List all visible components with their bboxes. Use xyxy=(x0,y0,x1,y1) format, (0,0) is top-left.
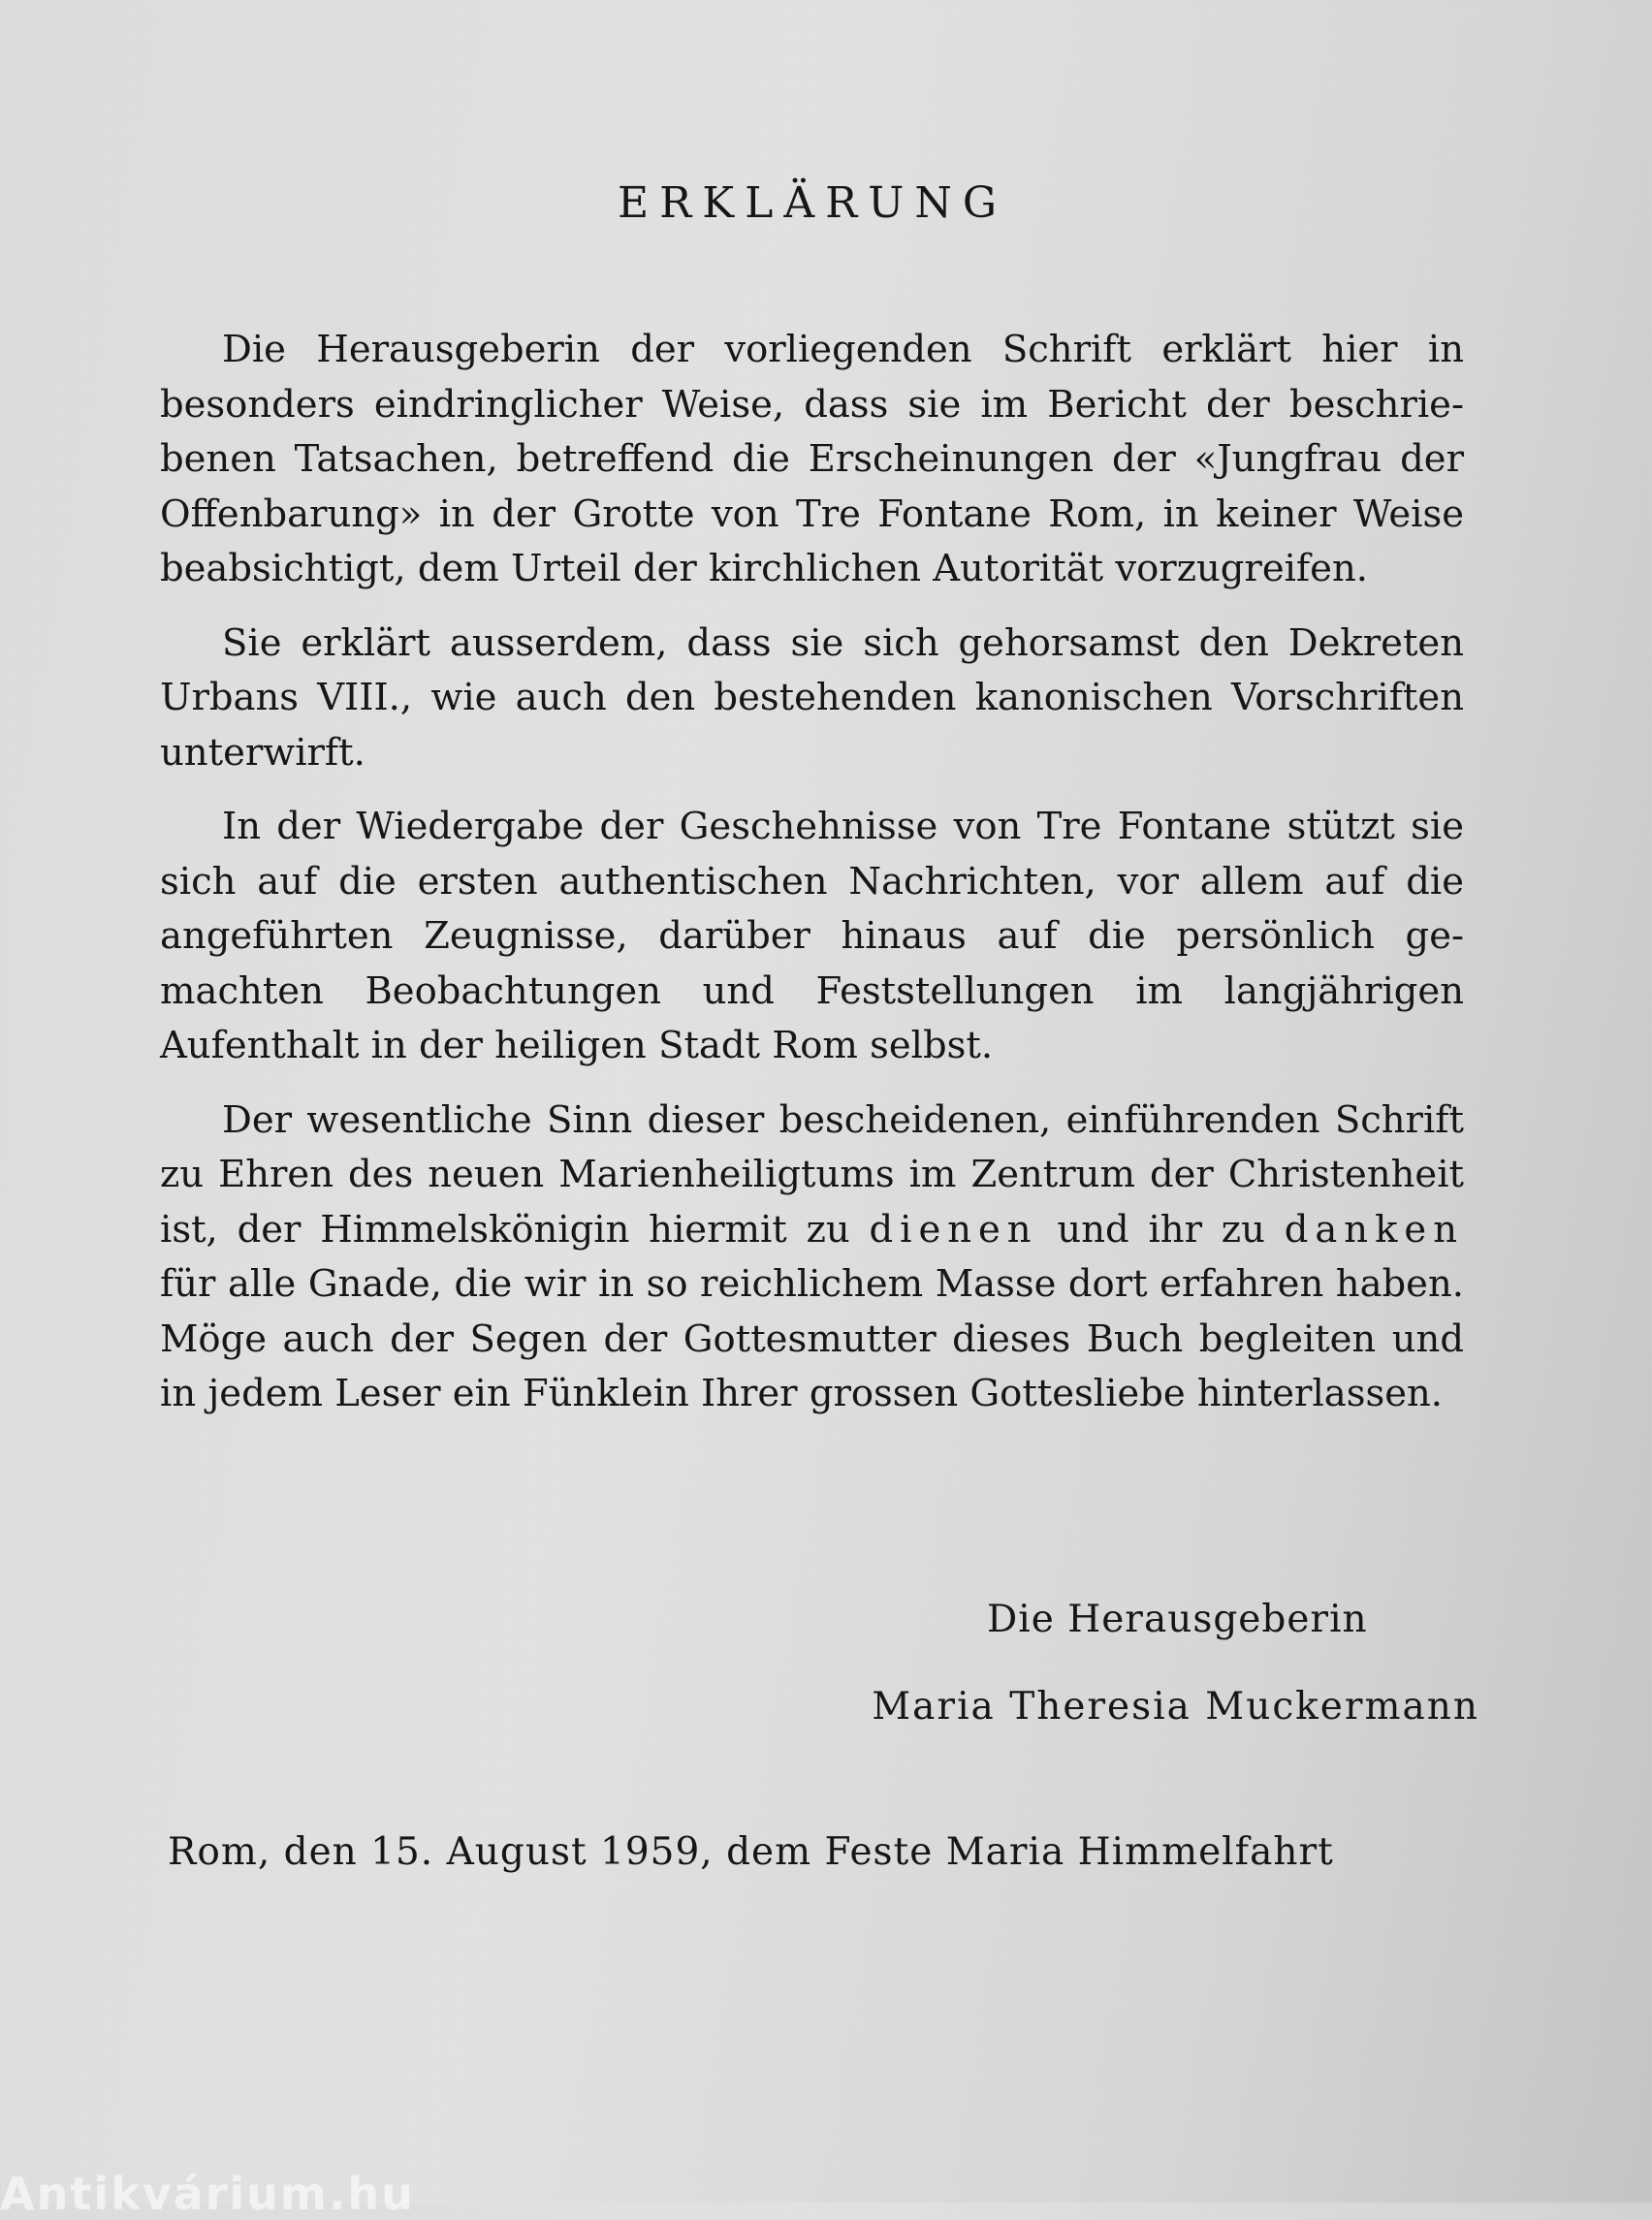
signature-role: Die Herausgeberin xyxy=(987,1598,1368,1641)
paragraph-1: Die Herausgeberin der vorliegenden Schrift erklärt hier in besonders eindringlicher Weise, dass sie im Bericht der beschriebenen Tatsachen, betreffend die Erscheinungen der «Jungfrau der Offenbarung» in der Grotte von Tre Fontane Rom, in keiner Weise beabsichtigt, dem Urteil der kirchlichen Autorität vorzugreifen. xyxy=(160,328,1464,590)
paragraph-4-text-3: für alle Gnade, die wir in so reichlichem Masse dort erfahren haben. Möge auch der Segen der Gottesmutter dieses Buch begleiten und in jedem Leser ein Fünklein Ihrer grossen Gottesliebe hinterlassen. xyxy=(160,1262,1464,1415)
emphasis-danken: danken xyxy=(1284,1207,1465,1252)
dateline: Rom, den 15. August 1959, dem Feste Maria Himmelfahrt xyxy=(168,1830,1334,1874)
paragraph-3: In der Wiedergabe der Geschehnisse von Tre Fontane stützt sie sich auf die ersten authentischen Nachrichten, vor allem auf die angeführten Zeugnisse, darüber hinaus auf die persönlich gemachten Beobachtungen und Feststellungen im langjährigen Aufenthalt in der heiligen Stadt Rom selbst. xyxy=(160,805,1464,1067)
signature-name: Maria Theresia Muckermann xyxy=(872,1685,1479,1728)
paragraph-2: Sie erklärt ausserdem, dass sie sich gehorsamst den Dekreten Urbans VIII., wie auch den bestehenden kanonischen Vorschriften unterwirft. xyxy=(160,620,1464,775)
paragraph-4-text-2: und ihr zu xyxy=(1037,1207,1285,1252)
emphasis-dienen: dienen xyxy=(869,1207,1038,1252)
paragraph-4 xyxy=(160,1094,1464,1422)
page-title: ERKLÄRUNG xyxy=(618,178,1007,228)
watermark: Antikvárium.hu xyxy=(0,2168,415,2220)
declaration-body xyxy=(160,323,1464,1442)
paragraph-4-text-1: Der wesentliche Sinn dieser bescheidenen, einführenden Schrift zu Ehren des neuen Marienheiligtums im Zentrum der Christenheit ist, der Himmelskönigin hiermit zu xyxy=(160,1097,1464,1252)
